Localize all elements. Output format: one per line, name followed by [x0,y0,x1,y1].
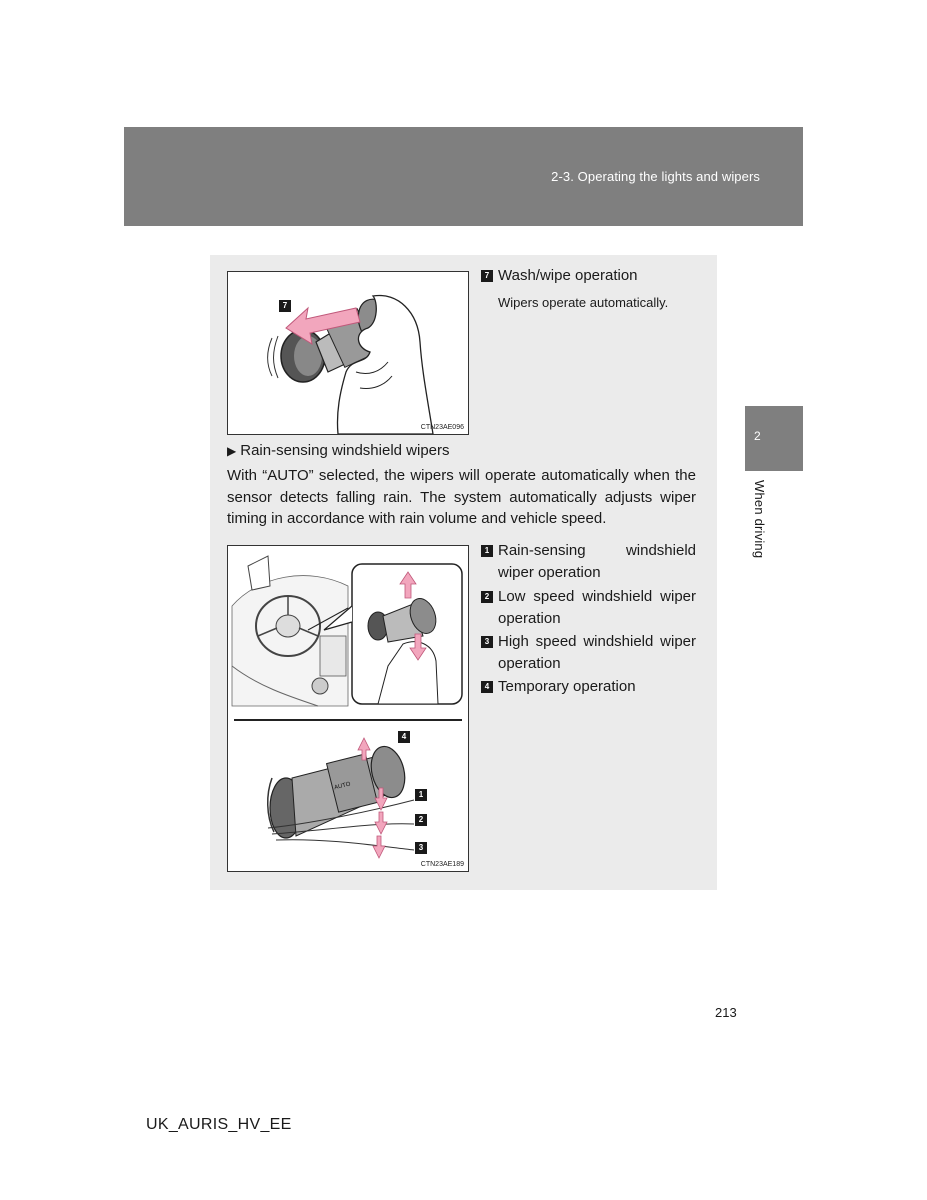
list-item [481,676,696,698]
list-item [481,540,696,583]
rain-sensing-paragraph: With “AUTO” selected, the wipers will operate automatically when the sensor detects falling rain. The system automatically adjusts wiper timing in accordance with rain volume and vehicle speed. [227,467,696,527]
figure-callout-4: 4 [398,731,410,743]
item-description: Wipers operate automatically. [498,295,669,310]
document-code: UK_AURIS_HV_EE [146,1116,292,1133]
auto-marking: AUTO [333,781,352,792]
wiper-lever-pull-illustration [228,272,468,434]
item-text: Rain-sensing windshield wiper operation [498,542,696,581]
item-number-badge: 4 [481,681,493,693]
list-item [481,586,696,629]
page-number: 213 [715,1005,737,1020]
figure-callout-7: 7 [279,300,291,312]
wash-wipe-item [481,265,696,287]
figure-callout-3: 3 [415,842,427,854]
figure-callout-2: 2 [415,814,427,826]
heading-text: Rain-sensing windshield wipers [240,442,450,459]
chapter-number: 2 [754,429,761,443]
item-number-badge: 1 [481,545,493,557]
item-number-badge: 3 [481,636,493,648]
figure-code: CTN23AE096 [420,424,464,431]
item-number-badge: 2 [481,591,493,603]
section-title: 2-3. Operating the lights and wipers [551,169,760,184]
section-header-bar [124,127,803,226]
item-text: Low speed windshield wiper operation [498,588,696,627]
item-text: High speed windshield wiper operation [498,633,696,672]
figure-callout-1: 1 [415,789,427,801]
triangle-bullet-icon: ▶ [227,444,237,458]
wash-wipe-illustration [227,271,469,435]
chapter-label: When driving [752,480,767,559]
rain-sensing-heading [227,442,450,459]
item-title: Wash/wipe operation [498,267,638,284]
item-number-badge: 7 [481,270,493,282]
rain-sensing-illustration [227,545,469,872]
figure-code: CTN23AE189 [420,861,464,868]
dashboard-and-lever-illustration [228,546,468,871]
list-item [481,631,696,674]
chapter-tab [745,406,803,471]
item-text: Temporary operation [498,678,636,695]
